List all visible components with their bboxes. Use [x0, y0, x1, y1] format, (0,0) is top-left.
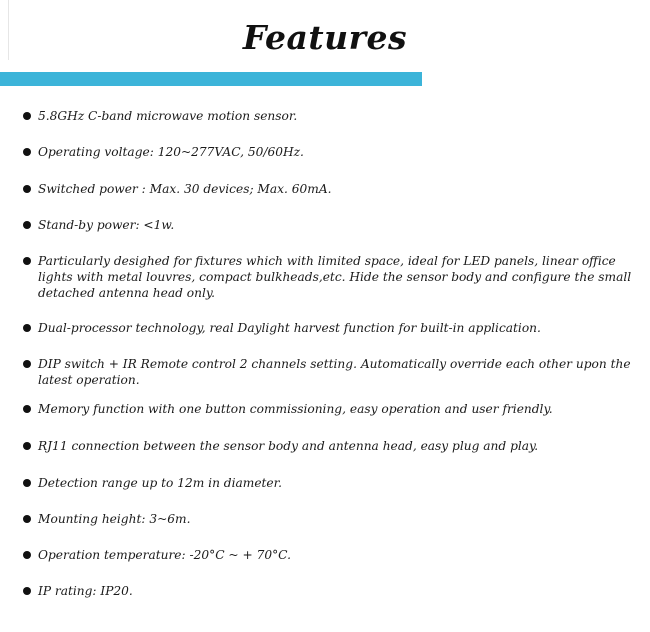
- feature-text: Dual-processor technology, real Daylight harvest function for built-in application.: [38, 321, 541, 335]
- feature-text: Particularly desighed for fixtures which with limited space, ideal for LED panels, linear office lights with metal louvres, compact bulkheads,etc. Hide the sensor body and configure the small detached antenna head only.: [38, 254, 632, 300]
- feature-text: Operation temperature: -20°C ~ + 70°C.: [38, 548, 291, 562]
- bullet-icon: [23, 257, 31, 265]
- page-title: Features: [242, 18, 408, 57]
- feature-item: [38, 401, 642, 417]
- bullet-icon: [23, 515, 31, 523]
- bullet-icon: [23, 112, 31, 120]
- feature-text: 5.8GHz C-band microwave motion sensor.: [38, 109, 298, 123]
- feature-item: [38, 356, 642, 388]
- feature-item: [38, 108, 642, 124]
- bullet-icon: [23, 148, 31, 156]
- feature-item: [38, 320, 642, 336]
- feature-item: [38, 144, 642, 160]
- feature-text: IP rating: IP20.: [38, 584, 133, 598]
- feature-text: Mounting height: 3~6m.: [38, 512, 191, 526]
- feature-item: [38, 511, 642, 527]
- bullet-icon: [23, 185, 31, 193]
- feature-item: [38, 547, 642, 563]
- bullet-icon: [23, 221, 31, 229]
- feature-text: Stand-by power: <1w.: [38, 218, 175, 232]
- bullet-icon: [23, 324, 31, 332]
- feature-item: [38, 475, 642, 491]
- feature-item: [38, 438, 642, 454]
- feature-text: Detection range up to 12m in diameter.: [38, 476, 283, 490]
- feature-item: [38, 583, 642, 599]
- feature-item: [38, 181, 642, 197]
- feature-item: [38, 253, 642, 301]
- feature-text: DIP switch + IR Remote control 2 channels setting. Automatically override each other upon the latest operation.: [38, 357, 631, 387]
- bullet-icon: [23, 360, 31, 368]
- feature-text: RJ11 connection between the sensor body and antenna head, easy plug and play.: [38, 439, 539, 453]
- feature-text: Operating voltage: 120~277VAC, 50/60Hz.: [38, 145, 304, 159]
- feature-text: Switched power : Max. 30 devices; Max. 60mA.: [38, 182, 332, 196]
- bullet-icon: [23, 551, 31, 559]
- feature-text: Memory function with one button commissioning, easy operation and user friendly.: [38, 402, 553, 416]
- accent-bar: [0, 72, 422, 86]
- feature-item: [38, 217, 642, 233]
- bullet-icon: [23, 587, 31, 595]
- bullet-icon: [23, 479, 31, 487]
- bullet-icon: [23, 442, 31, 450]
- bullet-icon: [23, 405, 31, 413]
